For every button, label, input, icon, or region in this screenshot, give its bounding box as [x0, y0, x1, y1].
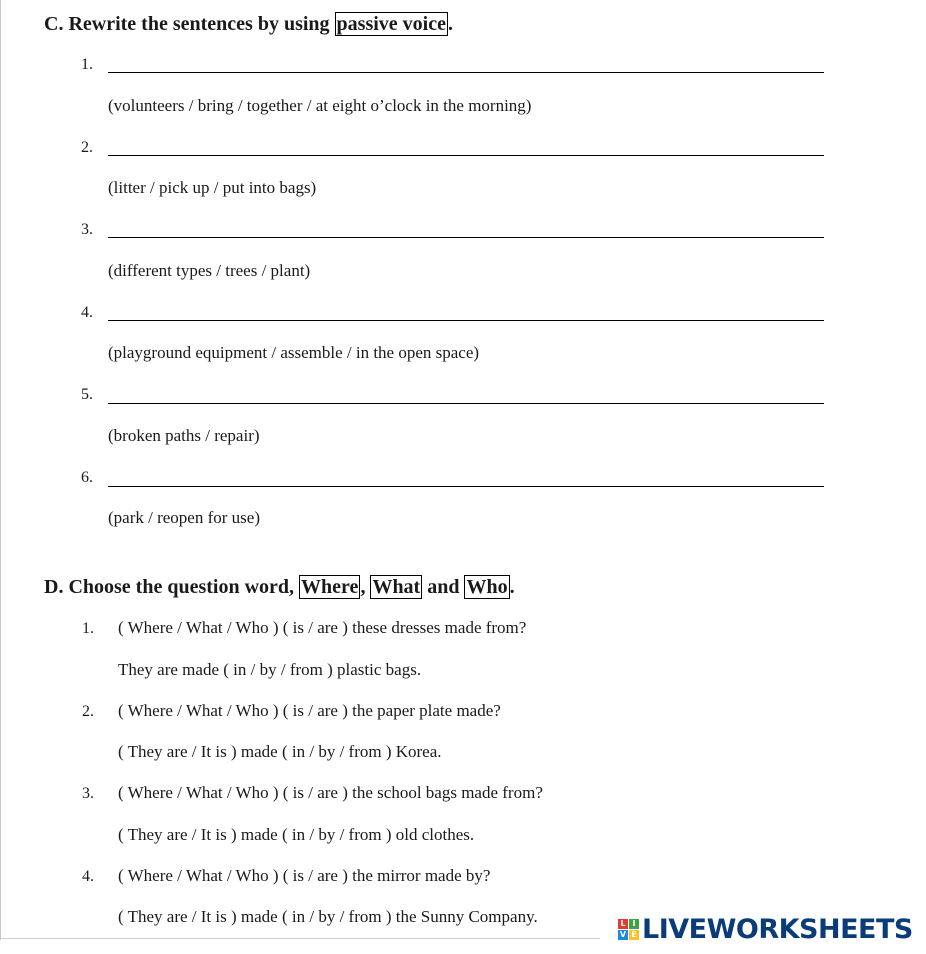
- question-text[interactable]: ( Where / What / Who ) ( is / are ) the school bags made from?: [118, 783, 543, 802]
- hint-text: (playground equipment / assemble / in the open space): [108, 343, 480, 362]
- hint-text: (litter / pick up / put into bags): [108, 178, 317, 197]
- item-number: 6.: [81, 469, 93, 486]
- item-number: 4.: [81, 304, 93, 321]
- answer-line-4[interactable]: [108, 320, 824, 321]
- hint-text: (volunteers / bring / together / at eight o’clock in the morning): [108, 96, 532, 115]
- logo-mark-letter: I: [629, 919, 639, 929]
- answer-text[interactable]: ( They are / It is ) made ( in / by / from ) old clothes.: [118, 825, 475, 844]
- question-text[interactable]: ( Where / What / Who ) ( is / are ) these dresses made from?: [118, 618, 527, 637]
- item-number: 1.: [82, 620, 94, 637]
- hint-text: (broken paths / repair): [108, 426, 260, 445]
- item-number: 1.: [81, 56, 93, 73]
- answer-line-5[interactable]: [108, 403, 824, 404]
- section-d-title-prefix: D. Choose the question word,: [44, 576, 300, 598]
- section-c-title-prefix: C. Rewrite the sentences by using: [44, 13, 335, 35]
- page-edge: [0, 0, 1, 940]
- question-text[interactable]: ( Where / What / Who ) ( is / are ) the mirror made by?: [118, 866, 491, 885]
- answer-line-3[interactable]: [108, 237, 824, 238]
- question-text[interactable]: ( Where / What / Who ) ( is / are ) the paper plate made?: [118, 701, 501, 720]
- hint-text: (park / reopen for use): [108, 508, 260, 527]
- section-c-title: [44, 12, 453, 36]
- liveworksheets-logo: [618, 913, 913, 945]
- answer-line-1[interactable]: [108, 72, 824, 73]
- boxed-word-what: What: [372, 576, 421, 598]
- logo-mark-letter: V: [619, 929, 627, 939]
- answer-text[interactable]: They are made ( in / by / from ) plastic bags.: [118, 660, 422, 679]
- boxed-word-where: Where: [301, 576, 359, 598]
- logo-text: LIVEWORKSHEETS: [642, 913, 913, 945]
- item-number: 3.: [82, 785, 94, 802]
- title-separator: and: [422, 576, 465, 598]
- answer-line-2[interactable]: [108, 155, 824, 156]
- hint-text: (different types / trees / plant): [108, 261, 311, 280]
- section-c-title-suffix: .: [447, 13, 453, 35]
- section-d-title-suffix: .: [509, 576, 515, 598]
- page-bottom-edge: [0, 938, 600, 939]
- answer-text[interactable]: ( They are / It is ) made ( in / by / from ) Korea.: [118, 742, 442, 761]
- item-number: 3.: [81, 221, 93, 238]
- item-number: 4.: [82, 868, 94, 885]
- item-number: 2.: [81, 139, 93, 156]
- logo-mark-letter: L: [618, 919, 628, 929]
- answer-text[interactable]: ( They are / It is ) made ( in / by / from ) the Sunny Company.: [118, 907, 538, 926]
- section-c-boxed-term: passive voice: [336, 13, 446, 35]
- answer-line-6[interactable]: [108, 486, 824, 487]
- boxed-word-who: Who: [466, 576, 508, 598]
- title-separator: ,: [360, 576, 371, 598]
- item-number: 2.: [82, 703, 94, 720]
- section-d-title: [44, 575, 515, 599]
- item-number: 5.: [81, 386, 93, 403]
- logo-mark-letter: E: [629, 930, 639, 940]
- logo-mark-icon: [618, 919, 639, 940]
